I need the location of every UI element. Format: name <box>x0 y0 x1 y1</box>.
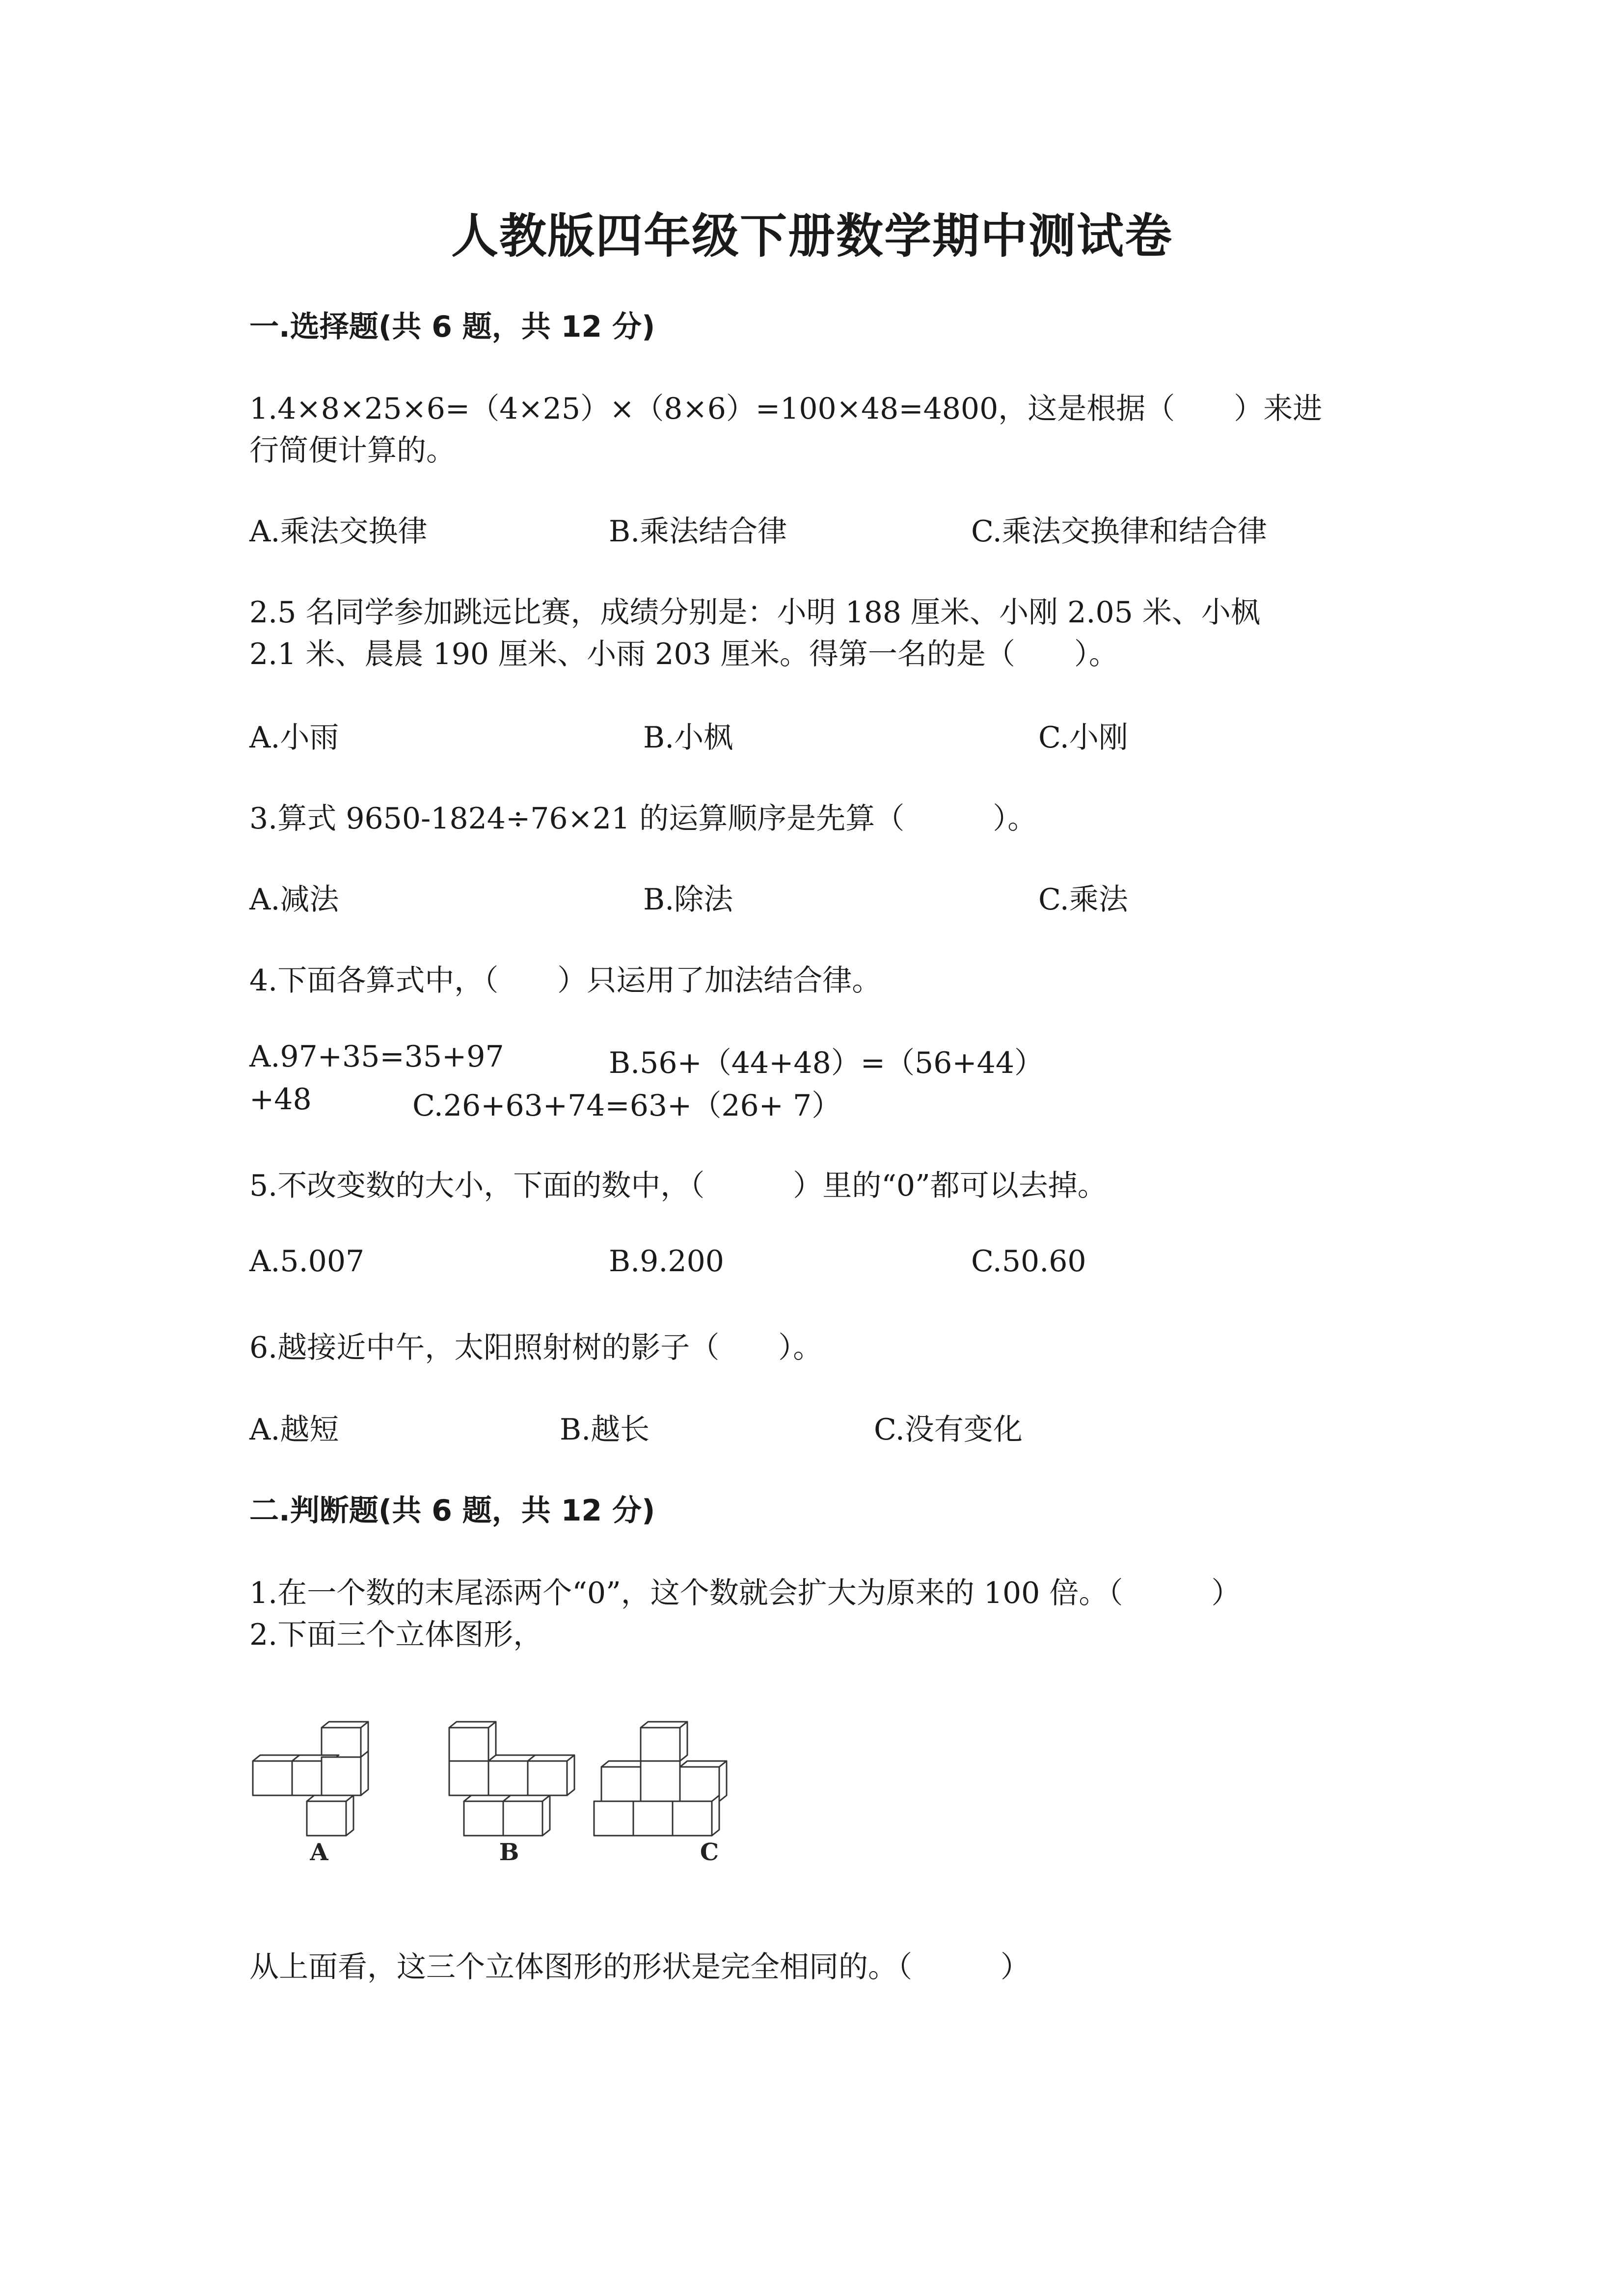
question-5-line-1: 5.不改变数的大小，下面的数中，（ ）里的“0”都可以去掉。 <box>249 1169 1107 1203</box>
question-4-line-1: 4.下面各算式中，（ ）只运用了加法结合律。 <box>249 963 882 998</box>
question-6-option-a: A.越短 <box>249 1413 339 1447</box>
question-1-line-1: 1.4×8×25×6=（4×25）×（8×6）=100×48=4800，这是根据（ ）来进 <box>249 392 1323 426</box>
question-2-option-b: B.小枫 <box>643 721 733 755</box>
question-6-option-c: C.没有变化 <box>874 1413 1023 1447</box>
question-4-option-b-continued: +48 <box>249 1082 312 1117</box>
question-3-option-a: A.减法 <box>249 882 339 917</box>
question-3-option-b: B.除法 <box>643 882 733 917</box>
question-2-option-a: A.小雨 <box>249 721 339 755</box>
section-heading-judgement: 二.判断题(共 6 题，共 12 分) <box>249 1494 655 1528</box>
figure-label-a: A <box>310 1839 328 1865</box>
judgement-question-2-tail: 从上面看，这三个立体图形的形状是完全相同的。（ ） <box>249 1950 1030 1984</box>
page-title: 人教版四年级下册数学期中测试卷 <box>451 208 1173 264</box>
question-1-option-b: B.乘法结合律 <box>609 514 787 549</box>
section-heading-choice: 一.选择题(共 6 题，共 12 分) <box>249 310 655 344</box>
question-4-option-c: C.26+63+74=63+（26+ 7） <box>412 1089 841 1123</box>
question-4-option-a: A.97+35=35+97 <box>249 1040 504 1074</box>
question-5-option-a: A.5.007 <box>249 1244 365 1279</box>
question-3-line-1: 3.算式 9650-1824÷76×21 的运算顺序是先算（ ）。 <box>249 801 1037 836</box>
question-2-option-c: C.小刚 <box>1038 721 1128 755</box>
question-5-option-c: C.50.60 <box>971 1244 1086 1279</box>
question-1-line-2: 行简便计算的。 <box>249 433 456 468</box>
question-2-line-1: 2.5 名同学参加跳远比赛，成绩分别是：小明 188 厘米、小刚 2.05 米、小枫 <box>249 595 1260 630</box>
judgement-question-2: 2.下面三个立体图形， <box>249 1618 543 1652</box>
figure-a-cubes <box>253 1722 368 1836</box>
question-1-option-a: A.乘法交换律 <box>249 514 428 549</box>
judgement-question-1: 1.在一个数的末尾添两个“0”，这个数就会扩大为原来的 100 倍。（ ） <box>249 1576 1241 1610</box>
cube-figures <box>245 1718 785 1865</box>
question-6-option-b: B.越长 <box>560 1413 650 1447</box>
figure-b-cubes <box>449 1722 574 1836</box>
question-4-option-b: B.56+（44+48）=（56+44） <box>609 1046 1044 1080</box>
figure-c-cubes <box>594 1722 727 1836</box>
question-1-option-c: C.乘法交换律和结合律 <box>971 514 1267 549</box>
question-6-line-1: 6.越接近中午，太阳照射树的影子（ ）。 <box>249 1331 823 1365</box>
figure-label-c: C <box>700 1839 719 1865</box>
question-2-line-2: 2.1 米、晨晨 190 厘米、小雨 203 厘米。得第一名的是（ ）。 <box>249 637 1118 671</box>
question-3-option-c: C.乘法 <box>1038 882 1128 917</box>
figure-label-b: B <box>499 1839 519 1865</box>
question-5-option-b: B.9.200 <box>609 1244 724 1279</box>
